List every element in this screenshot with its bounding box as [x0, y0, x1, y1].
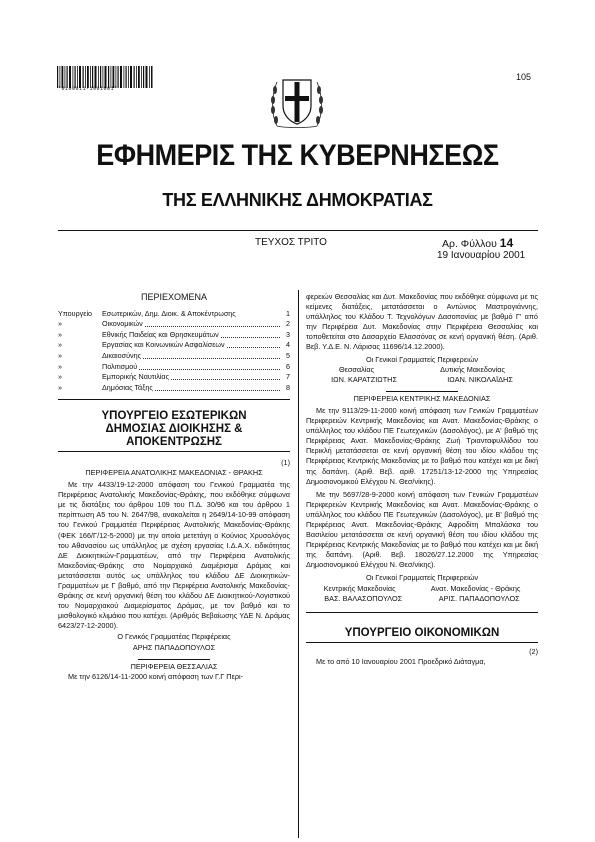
issue-date: 19 Ιανουαρίου 2001 [437, 250, 526, 261]
ministry-rule [306, 642, 538, 643]
decision-paragraph: φερειών Θεσσαλίας και Δυτ. Μακεδονίας που εκδόθηκε σύμφωνα με τις κείμενες διατάξεις, μετατάσσεται ο Αντώνιος Μαστρογιάννης, υπάλληλος του Κλάδου Τ. Τεχνολόγων Δασοπονίας με βαθμό Γ' από την Περιφέρεια Δυτ. Μακεδονίας στην Περιφέρεια Θεσσαλίας και τοποθετείται στο Δασαρχείο Ελασσόνας σε κενή οργανική θέση. (Αριθ. Βεβ. Υ.Δ.Ε. Ν. Λάρισας 11696/14.12.2000). [306, 292, 538, 352]
toc-ministry-name: Εθνικής Παιδείας και Θρησκευμάτων [102, 329, 219, 339]
region-heading: ΠΕΡΙΦΕΡΕΙΑ ΑΝΑΤΟΛΙΚΗΣ ΜΑΚΕΔΟΝΙΑΣ - ΘΡΑΚΗΣ [85, 467, 263, 477]
toc-ministry-prefix: Υπουργείο [58, 308, 93, 318]
toc-ministry-name: Εργασίας και Κοινωνικών Ασφαλίσεων [102, 340, 225, 350]
toc-ministry-prefix: » [58, 372, 62, 382]
signature-names [306, 375, 538, 385]
right-column [306, 292, 538, 667]
sheet-label [442, 236, 513, 250]
sheet-label-text: Αρ. Φύλλου [442, 238, 497, 250]
ministry-heading-1 [58, 410, 290, 449]
toc-leader-dots [143, 358, 280, 359]
header-rule [58, 230, 538, 231]
coat-of-arms-icon [269, 70, 325, 132]
toc-leader-dots [155, 390, 280, 391]
toc-row [58, 329, 290, 340]
signature-name: ΙΩΑΝ. ΝΙΚΟΛΑΪΔΗΣ [447, 374, 513, 384]
column-divider [298, 290, 299, 838]
region-heading: ΠΕΡΙΦΕΡΕΙΑ ΚΕΝΤΡΙΚΗΣ ΜΑΚΕΔΟΝΙΑΣ [353, 393, 491, 403]
issue-label: ΤΕΥΧΟΣ ΤΡΙΤΟ [255, 237, 327, 248]
decision-paragraph: Με την 9113/29-11-2000 κοινή απόφαση των Γενικών Γραμματέων Περιφερειών Κεντρικής Μακεδονίας και Ανατ. Μακεδονίας-Θράκης ο υπάλληλος του κλάδου ΠΕ Γεωτεχνικών (Δασολόγος), με Α' βαθμό της Περιφέρειας Ανατ. Μακεδονίας-Θράκης Ζωή Τριανταφυλλίδου του Περικλή μετατάσσεται σε κενή οργανική θέση του ιδίου κλάδου της Περιφέρειας Κεντρικής Μακεδονίας με το βαθμό που κατέχει και με δική της δαπάνη. (Αριθ. Βεβ. αριθ. 17251/13-12-2000 της Υπηρεσίας Δημοσιονομικού Ελέγχου Ν. Θεσ/νίκης). [306, 405, 538, 486]
toc-ministry-prefix: » [58, 329, 62, 339]
toc-row [58, 350, 290, 361]
item-number: (2) [529, 646, 538, 656]
signature-title: Ο Γενικός Γραμματέας Περιφέρειας [117, 632, 231, 642]
toc-leader-dots [139, 369, 280, 370]
toc-ministry-prefix: » [58, 340, 62, 350]
toc-row [58, 340, 290, 351]
toc-ministry-name: Πολιτισμού [102, 361, 138, 371]
toc-leader-dots [145, 326, 280, 327]
toc-ministry-prefix: » [58, 350, 62, 360]
page-number: 105 [516, 72, 532, 82]
toc-ministry-prefix: » [58, 382, 62, 392]
section-rule [138, 659, 210, 660]
signature-title: Οι Γενικοί Γραμματείς Περιφερειών [365, 354, 479, 364]
signature-region: Ανατ. Μακεδονίας - Θράκης [430, 583, 521, 593]
gazette-subtitle: ΤΗΣ ΕΛΛΗΝΙΚΗΣ ΔΗΜΟΚΡΑΤΙΑΣ [162, 190, 433, 210]
signature-name: ΑΡΗΣ ΠΑΠΑΔΟΠΟΥΛΟΣ [132, 642, 216, 652]
signature-region: Θεσσαλίας [338, 364, 375, 374]
toc-page-number: 6 [286, 361, 290, 371]
toc-rule [58, 399, 290, 400]
toc-page-number: 3 [286, 329, 290, 339]
signature-title: Οι Γενικοί Γραμματείς Περιφερειών [365, 573, 479, 583]
toc-ministry-name: Δημόσιας Τάξης [102, 382, 153, 392]
toc-row [58, 319, 290, 330]
toc-page-number: 4 [286, 340, 290, 350]
region-heading: ΠΕΡΙΦΕΡΕΙΑ ΘΕΣΣΑΛΙΑΣ [130, 661, 218, 671]
signature-region: Δυτικής Μακεδονίας [440, 364, 506, 374]
toc-ministry-prefix: » [58, 361, 62, 371]
toc-page-number: 1 [286, 308, 290, 318]
ministry-heading-line2: ΔΗΜΟΣΙΑΣ ΔΙΟΙΚΗΣΗΣ & ΑΠΟΚΕΝΤΡΩΣΗΣ [105, 422, 243, 448]
decision-paragraph: Με την 5697/28-9-2000 κοινή απόφαση των Γενικών Γραμματέων Περιφερειών Κεντρικής Μακεδονίας και Ανατ. Μακεδονίας-Θράκης ο υπάλληλος του κλάδου ΠΕ Γεωτεχνικών (Δασολόγος), με Β' βαθμό της Περιφέρειας Ανατ. Μακεδονίας-Θράκης Αφροδίτη Μπαλάσκα του Βασιλείου μετατάσσεται σε κενή οργανική θέση του ιδίου κλάδου της Περιφέρειας Κεντρικής Μακεδονίας με το βαθμό που κατέχει και με δική της δαπάνη. (Αριθ. Βεβ. 18026/27.12.2000 της Υπηρεσίας Δημοσιονομικού Ελέγχου Ν. Θεσ/νίκης). [306, 489, 538, 570]
signature-name: ΒΑΣ. ΒΑΛΑΣΟΠΟΥΛΟΣ [324, 593, 403, 603]
toc-heading: ΠΕΡΙΕΧΟΜΕΝΑ [140, 292, 207, 302]
toc-page-number: 8 [286, 382, 290, 392]
decision-paragraph: Με την 4433/19-12-2000 απόφαση του Γενικού Γραμματέα της Περιφέρειας Ανατολικής Μακεδονίας-Θράκης, που εκδόθηκε σύμφωνα με τις διατάξεις του άρθρου 109 του Π.Δ. 30/96 και του άρθρου 1 περίπτωση Α5 του Ν. 2647/98, ανακαλείται η 2649/14-10-99 απόφαση του Γενικού Γραμματέα Περιφέρειας Ανατολικής Μακεδονίας-Θράκης (ΦΕΚ 166/Γ/12-5-2000) με την οποία μετετάγη ο Κούνιος Χρυσολόγος του Αθανασίου ως υπάλληλος με σχέση εργασίας Ι.Δ.Α.Χ. ειδικότητας ΔΕ Διοικητικών-Γραμματέων, από την Περιφέρεια Ανατολικής Μακεδονίας-Θράκης στο Νομαρχιακό Διαμέρισμα Δράμας και μετατάσσεται αυτός ως υπάλληλος του κλάδου ΔΕ Διοικητικών-Γραμματέων με Γ βαθμό, από την Περιφέρεια Ανατολικής Μακεδονίας-Θράκης σε κενή οργανική θέση του κλάδου ΔΕ Διοικητικού-Λογιστικού του Νομαρχιακού Διαμερίσματος Δράμας, με τον βαθμό και το μισθολογικό κλιμάκιο που κατέχει. (Αριθμός Βεβαίωσης ΥΔΕ Ν. Δράμας 6423/27-12-2000). [58, 480, 290, 631]
toc-ministry-name: Εσωτερικών, Δημ. Διοικ. & Αποκέντρωσης [102, 308, 236, 318]
barcode-digits: *0100011-1901001* [58, 86, 118, 92]
sheet-number: 14 [499, 236, 514, 250]
toc-row [58, 361, 290, 372]
signature-region: Κεντρικής Μακεδονίας [323, 583, 396, 593]
toc-leader-dots [221, 337, 280, 338]
toc-row [58, 372, 290, 383]
item-number: (1) [281, 457, 290, 467]
left-column [58, 292, 290, 682]
signature-name: ΑΡΙΣ. ΠΑΠΑΔΟΠΟΥΛΟΣ [438, 593, 520, 603]
toc-leader-dots [227, 347, 280, 348]
toc-page-number: 7 [286, 372, 290, 382]
toc-ministry-name: Οικονομικών [102, 319, 143, 329]
toc-ministry-name: Εμπορικής Ναυτιλίας [102, 372, 170, 382]
table-of-contents [58, 308, 290, 393]
ministry-heading-line1: ΥΠΟΥΡΓΕΙΟ ΕΣΩΤΕΡΙΚΩΝ [101, 409, 247, 422]
toc-row [58, 308, 290, 319]
toc-page-number: 2 [286, 319, 290, 329]
toc-row [58, 382, 290, 393]
ministry-heading-2: ΥΠΟΥΡΓΕΙΟ ΟΙΚΟΝΟΜΙΚΩΝ [344, 626, 500, 639]
decision-paragraph: Με την 6126/14-11-2000 κοινή απόφαση των Γ.Γ Περι- [68, 671, 244, 681]
signature-name: ΙΩΝ. ΚΑΡΑΤΖΙΩΤΗΣ [331, 374, 397, 384]
toc-leader-dots [171, 379, 280, 380]
toc-page-number: 5 [286, 350, 290, 360]
section-rule [386, 391, 458, 392]
signature-names [306, 594, 538, 604]
toc-ministry-prefix: » [58, 319, 62, 329]
gazette-title: ΕΦΗΜΕΡΙΣ ΤΗΣ ΚΥΒΕΡΝΗΣΕΩΣ [96, 139, 499, 172]
ministry-rule [58, 451, 290, 452]
section-rule [306, 612, 538, 613]
decision-paragraph: Με το από 10 Ιανουαρίου 2001 Προεδρικό Διάταγμα, [316, 656, 486, 666]
signature-regions [306, 584, 538, 594]
toc-ministry-name: Δικαιοσύνης [102, 350, 142, 360]
signature-regions [306, 365, 538, 375]
